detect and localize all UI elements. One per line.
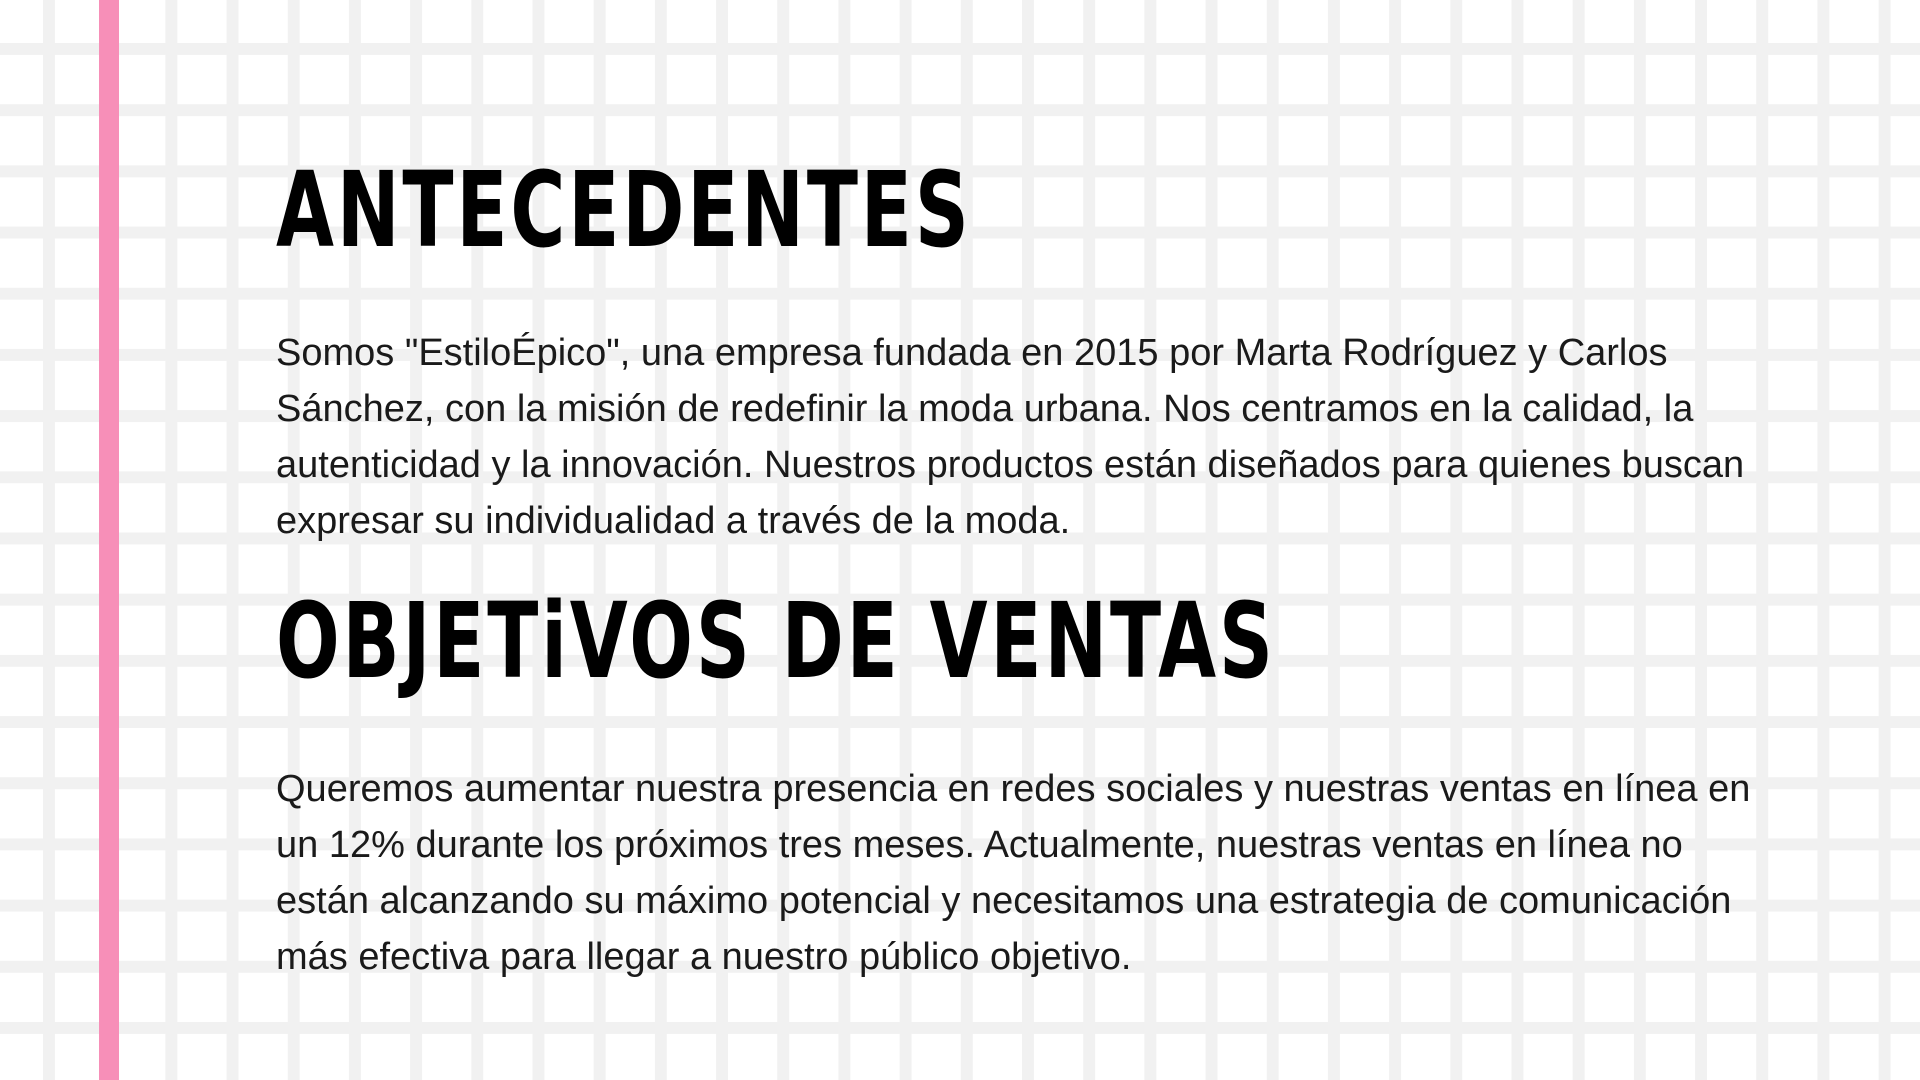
sales-goals-paragraph: Queremos aumentar nuestra presencia en redes sociales y nuestras ventas en línea en un 12% durante los próximos tres meses. Actualmente, nuestras ventas en línea no están alcanzando su máximo potencial y necesitamos una estrategia de comunicación más efectiva para llegar a nuestro público objetivo.: [276, 768, 1751, 978]
background-heading: ANTECEDENTES: [276, 149, 972, 271]
accent-stripe: [99, 0, 119, 1080]
slide-content: [276, 140, 1776, 985]
sales-goals-heading: OBJETiVOS DE VENTAS: [276, 580, 1276, 702]
background-paragraph: Somos "EstiloÉpico", una empresa fundada en 2015 por Marta Rodríguez y Carlos Sánchez, con la misión de redefinir la moda urbana. Nos centramos en la calidad, la autenticidad y la innovación. Nuestros productos están diseñados para quienes buscan expresar su individualidad a través de la moda.: [276, 332, 1745, 542]
